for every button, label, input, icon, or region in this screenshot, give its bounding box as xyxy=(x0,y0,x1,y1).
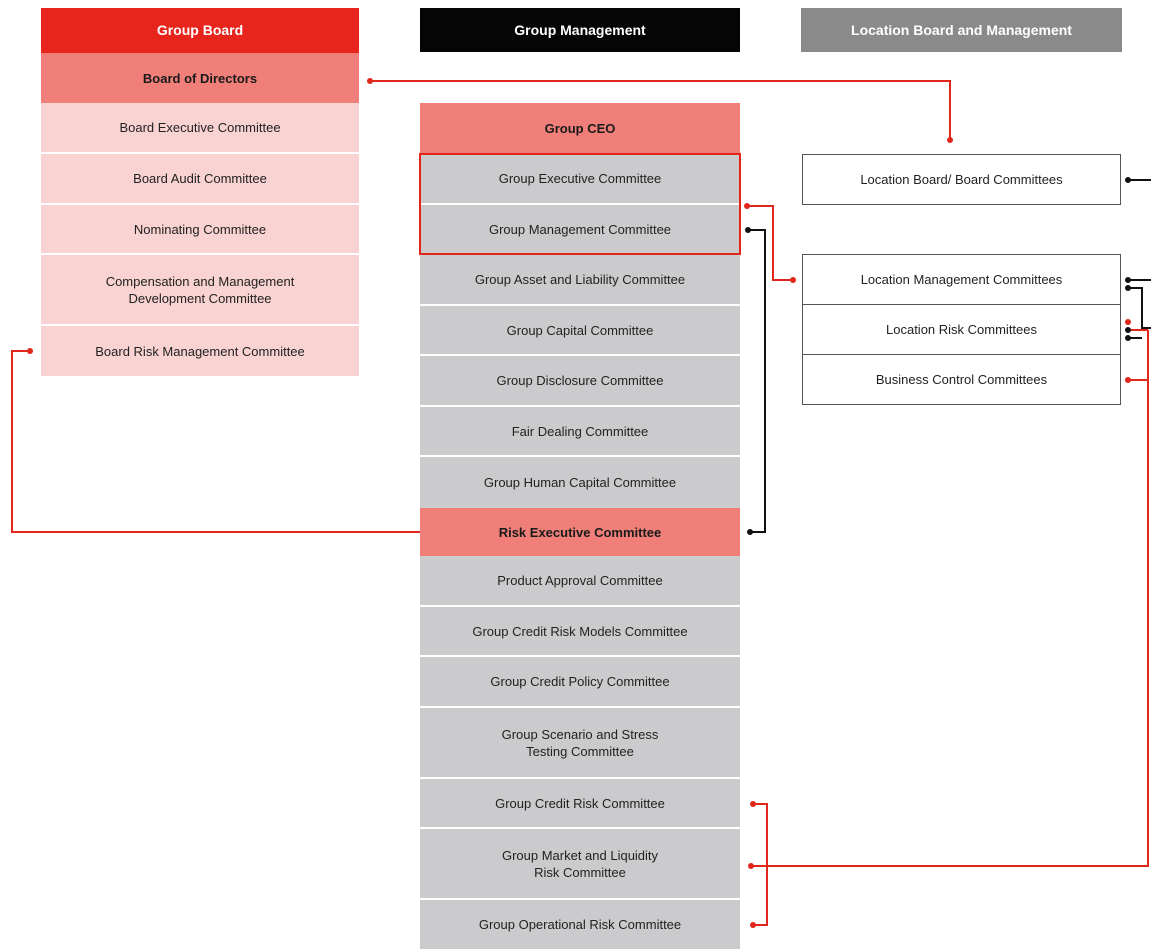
business-control-committees: Business Control Committees xyxy=(802,354,1121,405)
dot-location-mgmt-right xyxy=(1125,277,1131,283)
header-location-board-management: Location Board and Management xyxy=(801,8,1122,52)
dot-exec xyxy=(744,203,750,209)
group-human-capital-committee: Group Human Capital Committee xyxy=(420,457,740,508)
group-operational-risk-committee: Group Operational Risk Committee xyxy=(420,900,740,949)
connector-gmc-to-risk-exec xyxy=(748,230,765,532)
risk-executive-committee: Risk Executive Committee xyxy=(420,508,740,556)
dot-location-mgmt-left xyxy=(790,277,796,283)
dot-location-risk-black xyxy=(1125,327,1131,333)
board-risk-management-committee: Board Risk Management Committee xyxy=(41,326,359,376)
dot-market-liquidity xyxy=(748,863,754,869)
group-management-committee: Group Management Committee xyxy=(420,205,740,255)
dot-risk-exec xyxy=(747,529,753,535)
connector-exec-to-location-mgmt xyxy=(747,206,793,280)
connector-risk-committees-bracket xyxy=(753,804,767,925)
dot-gmc xyxy=(745,227,751,233)
dot-credit-risk xyxy=(750,801,756,807)
dot-operational-risk xyxy=(750,922,756,928)
dot-board-risk xyxy=(27,348,33,354)
connector-risk-committees-to-location xyxy=(751,330,1148,866)
dot-location-board-right xyxy=(1125,177,1131,183)
group-scenario-stress-testing-committee: Group Scenario and Stress Testing Committee xyxy=(420,708,740,779)
compensation-committee: Compensation and Management Development Committee xyxy=(41,255,359,326)
dot-location-board-top xyxy=(947,137,953,143)
location-management-committees: Location Management Committees xyxy=(802,254,1121,305)
board-of-directors: Board of Directors xyxy=(41,53,359,103)
group-disclosure-committee: Group Disclosure Committee xyxy=(420,356,740,407)
nominating-committee: Nominating Committee xyxy=(41,205,359,255)
connector-location-risk-right xyxy=(1128,288,1151,328)
connector-board-risk-to-risk-exec xyxy=(12,351,420,532)
group-credit-policy-committee: Group Credit Policy Committee xyxy=(420,657,740,708)
dot-business-control xyxy=(1125,377,1131,383)
group-ceo: Group CEO xyxy=(420,103,740,154)
header-group-management: Group Management xyxy=(420,8,740,52)
board-executive-committee: Board Executive Committee xyxy=(41,103,359,154)
location-board-committees: Location Board/ Board Committees xyxy=(802,154,1121,205)
fair-dealing-committee: Fair Dealing Committee xyxy=(420,407,740,457)
group-capital-committee: Group Capital Committee xyxy=(420,306,740,356)
dot-location-mgmt-right-2 xyxy=(1125,285,1131,291)
group-executive-committee: Group Executive Committee xyxy=(420,154,740,205)
location-risk-committees: Location Risk Committees xyxy=(802,304,1121,355)
header-group-board: Group Board xyxy=(41,8,359,53)
product-approval-committee: Product Approval Committee xyxy=(420,556,740,607)
group-asset-liability-committee: Group Asset and Liability Committee xyxy=(420,255,740,306)
dot-directors xyxy=(367,78,373,84)
group-market-liquidity-risk-committee: Group Market and Liquidity Risk Committee xyxy=(420,829,740,900)
group-credit-risk-models-committee: Group Credit Risk Models Committee xyxy=(420,607,740,657)
group-credit-risk-committee: Group Credit Risk Committee xyxy=(420,779,740,829)
connector-directors-to-location-board xyxy=(370,81,950,139)
board-audit-committee: Board Audit Committee xyxy=(41,154,359,205)
dot-location-risk-black-2 xyxy=(1125,335,1131,341)
dot-location-risk-red xyxy=(1125,319,1131,325)
